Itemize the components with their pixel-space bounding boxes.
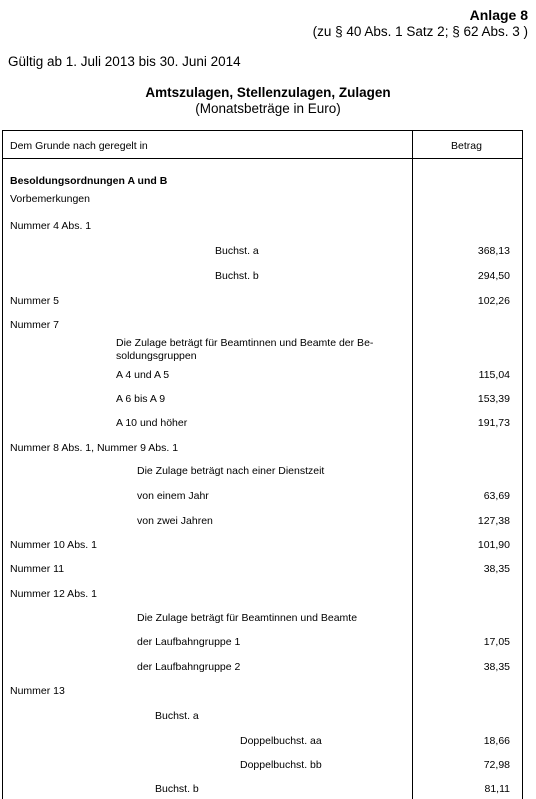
- row-amount: 17,05: [483, 636, 510, 648]
- row-amount: 101,90: [477, 539, 510, 551]
- row-label: der Laufbahngruppe 2: [137, 661, 241, 673]
- row-label: Buchst. b: [215, 270, 259, 282]
- row-label: Nummer 13: [10, 685, 65, 697]
- row-amount: 191,73: [477, 417, 510, 429]
- row-amount: 63,69: [483, 490, 510, 502]
- row-label: Buchst. a: [215, 245, 259, 257]
- row-label: Nummer 12 Abs. 1: [10, 588, 97, 600]
- validity-period: Gültig ab 1. Juli 2013 bis 30. Juni 2014: [8, 54, 241, 69]
- row-label: der Laufbahngruppe 1: [137, 636, 241, 648]
- row-amount: 127,38: [477, 515, 510, 527]
- row-label: A 6 bis A 9: [116, 393, 166, 405]
- document-subtitle: (Monatsbeträge in Euro): [195, 101, 341, 116]
- row-label: Nummer 11: [10, 563, 65, 575]
- row-note: Die Zulage beträgt für Beamtinnen und Beamte: [137, 612, 358, 624]
- column-header-amount: Betrag: [451, 140, 482, 152]
- row-label: Nummer 4 Abs. 1: [10, 220, 92, 232]
- row-label: A 4 und A 5: [116, 369, 170, 381]
- header-divider: [3, 158, 522, 159]
- row-amount: 115,04: [478, 369, 510, 381]
- row-amount: 368,13: [477, 245, 510, 257]
- row-label: Nummer 7: [10, 319, 60, 331]
- row-note: soldungsgruppen: [116, 350, 197, 362]
- row-label: Nummer 5: [10, 295, 60, 307]
- row-label: Vorbemerkungen: [10, 193, 90, 205]
- row-label: A 10 und höher: [116, 417, 188, 429]
- annex-reference: (zu § 40 Abs. 1 Satz 2; § 62 Abs. 3 ): [312, 24, 528, 39]
- row-amount: 38,35: [483, 563, 510, 575]
- document-title: Amtszulagen, Stellenzulagen, Zulagen: [145, 85, 391, 100]
- row-label: Buchst. a: [155, 710, 199, 722]
- row-label: Nummer 8 Abs. 1, Nummer 9 Abs. 1: [10, 442, 179, 454]
- row-label: Doppelbuchst. aa: [240, 735, 322, 747]
- row-amount: 81,11: [484, 783, 510, 795]
- row-amount: 153,39: [477, 393, 510, 405]
- row-label: Nummer 10 Abs. 1: [10, 539, 97, 551]
- row-amount: 72,98: [483, 759, 510, 771]
- row-amount: 38,35: [483, 661, 510, 673]
- row-amount: 294,50: [477, 270, 510, 282]
- row-label: Doppelbuchst. bb: [240, 759, 322, 771]
- row-amount: 102,26: [477, 295, 510, 307]
- row-amount: 18,66: [483, 735, 510, 747]
- column-header-basis: Dem Grunde nach geregelt in: [10, 140, 148, 152]
- row-label: Buchst. b: [155, 783, 199, 795]
- annex-title: Anlage 8: [469, 7, 528, 23]
- column-divider: [412, 131, 413, 799]
- row-note: Die Zulage beträgt für Beamtinnen und Beamte der Be-: [116, 337, 374, 349]
- row-label: von einem Jahr: [137, 490, 209, 502]
- row-label: von zwei Jahren: [137, 515, 213, 527]
- row-note: Die Zulage beträgt nach einer Dienstzeit: [137, 465, 325, 477]
- allowance-table: [2, 130, 523, 799]
- section-heading: Besoldungsordnungen A und B: [10, 175, 168, 187]
